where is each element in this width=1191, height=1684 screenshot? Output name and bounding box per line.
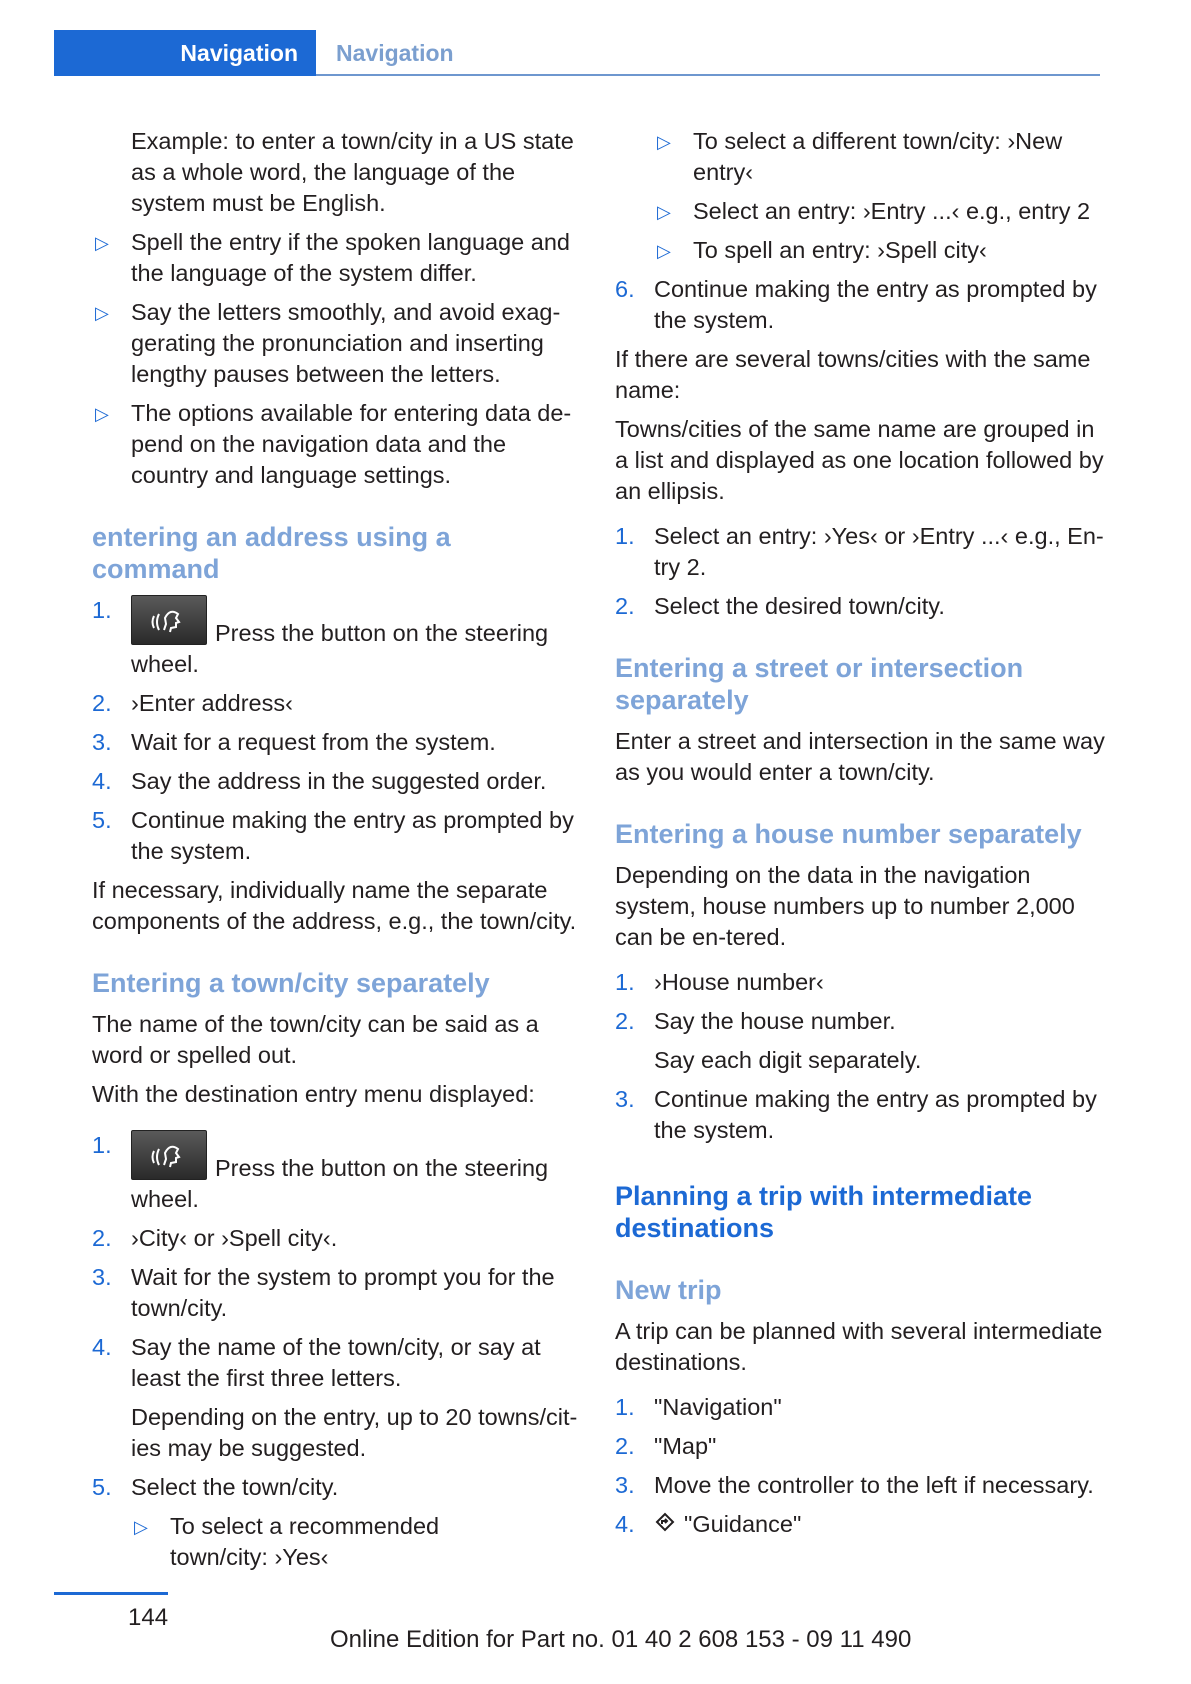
triangle-bullet-icon: ▷ <box>134 1517 148 1537</box>
voice-button-image <box>131 1130 207 1180</box>
command-note: If necessary, individually name the separate components of the address, e.g., the town/city. <box>92 877 577 934</box>
footer-rule <box>54 1592 168 1595</box>
chapter-tab: Navigation <box>54 30 316 76</box>
guidance-icon <box>654 1509 678 1540</box>
list-item: 6. Continue making the entry as prompted by the system. <box>615 276 1097 333</box>
triangle-bullet-icon: ▷ <box>657 202 671 222</box>
triangle-bullet-icon: ▷ <box>95 233 109 253</box>
list-item: ▷ Spell the entry if the spoken language and the language of the system differ. <box>95 229 570 286</box>
page-number: 144 <box>128 1604 169 1631</box>
right-column <box>615 126 1110 1548</box>
list-item: 3. Wait for a request from the system. <box>92 729 496 755</box>
list-item: 1. "Navigation" <box>615 1394 782 1420</box>
list-item: 4. Say the name of the town/city, or say at least the first three letters. <box>92 1334 541 1391</box>
list-item: 2. Say the house number. <box>615 1008 896 1034</box>
list-item: 1. ›House number‹ <box>615 969 824 995</box>
edition-note: Online Edition for Part no. 01 40 2 608 153 - 09 11 490 <box>330 1626 912 1653</box>
paragraph: Enter a street and intersection in the same way as you would enter a town/city. <box>615 728 1105 785</box>
list-item: ▷ The options available for entering data de‐pend on the navigation data and the country and language settings. <box>95 400 572 488</box>
triangle-bullet-icon: ▷ <box>95 303 109 323</box>
sub-list-item: ▷ Select an entry: ›Entry ...‹ e.g., entry 2 <box>615 196 1110 227</box>
heading-town: Entering a town/city separately <box>92 968 490 998</box>
sub-list-item: ▷ To select a recommended town/city: ›Yes‹ <box>134 1513 440 1570</box>
list-item: 2. "Map" <box>615 1433 717 1459</box>
paragraph: If there are several towns/cities with the same name: <box>615 346 1091 403</box>
triangle-bullet-icon: ▷ <box>95 404 109 424</box>
triangle-bullet-icon: ▷ <box>657 241 671 261</box>
sub-list-item: ▷ To spell an entry: ›Spell city‹ <box>615 235 1110 266</box>
list-item: ▷ Say the letters smoothly, and avoid exag‐gerating the pronunciation and inserting lengthy pauses between the letters. <box>95 299 561 387</box>
triangle-bullet-icon: ▷ <box>657 132 671 152</box>
page-header <box>54 30 1100 76</box>
header-rule <box>316 74 1100 76</box>
section-title: Navigation <box>336 40 454 66</box>
list-item: 2. Select the desired town/city. <box>615 593 945 619</box>
town-paragraph: The name of the town/city can be said as a word or spelled out. <box>92 1011 539 1068</box>
list-item: 4. "Guidance" <box>615 1509 1110 1540</box>
list-item: 3. Continue making the entry as prompted by the system. <box>615 1086 1097 1143</box>
list-item: 4. Say the address in the suggested order. <box>92 768 547 794</box>
list-item: 5. Select the town/city. <box>92 1474 339 1500</box>
heading-command: entering an address using a command <box>92 522 451 584</box>
left-column <box>92 126 582 1581</box>
list-item: 1. Press the button on the steering wheel. <box>92 1132 549 1212</box>
list-item: 2. ›Enter address‹ <box>92 690 293 716</box>
town-paragraph: With the destination entry menu displayed: <box>92 1081 535 1107</box>
list-item: 2. ›City‹ or ›Spell city‹. <box>92 1225 338 1251</box>
heading-newtrip: New trip <box>615 1275 722 1305</box>
heading-planning: Planning a trip with intermediate destinations <box>615 1181 1033 1243</box>
intro-paragraph: Example: to enter a town/city in a US state as a whole word, the language of the system must be English. <box>131 128 574 216</box>
sub-list-item: ▷ To select a different town/city: ›New entry‹ <box>657 128 1063 185</box>
step-note: Say each digit separately. <box>654 1047 922 1073</box>
list-item: 1. Select an entry: ›Yes‹ or ›Entry ...‹ e.g., En‐try 2. <box>615 523 1104 580</box>
step-note: Depending on the entry, up to 20 towns/cit‐ies may be suggested. <box>131 1404 578 1461</box>
list-item: 1. Press the button on the steering wheel. <box>92 597 549 677</box>
paragraph: A trip can be planned with several intermediate destinations. <box>615 1318 1103 1375</box>
heading-street: Entering a street or intersection separately <box>615 653 1024 715</box>
paragraph: Depending on the data in the navigation system, house numbers up to number 2,000 can be en‐tered. <box>615 862 1075 950</box>
list-item: 5. Continue making the entry as prompted by the system. <box>92 807 574 864</box>
paragraph: Towns/cities of the same name are grouped in a list and displayed as one location followed by an ellipsis. <box>615 416 1104 504</box>
list-item: 3. Wait for the system to prompt you for the town/city. <box>92 1264 555 1321</box>
list-item: 3. Move the controller to the left if necessary. <box>615 1472 1094 1498</box>
heading-house: Entering a house number separately <box>615 819 1082 849</box>
voice-button-image <box>131 595 207 645</box>
